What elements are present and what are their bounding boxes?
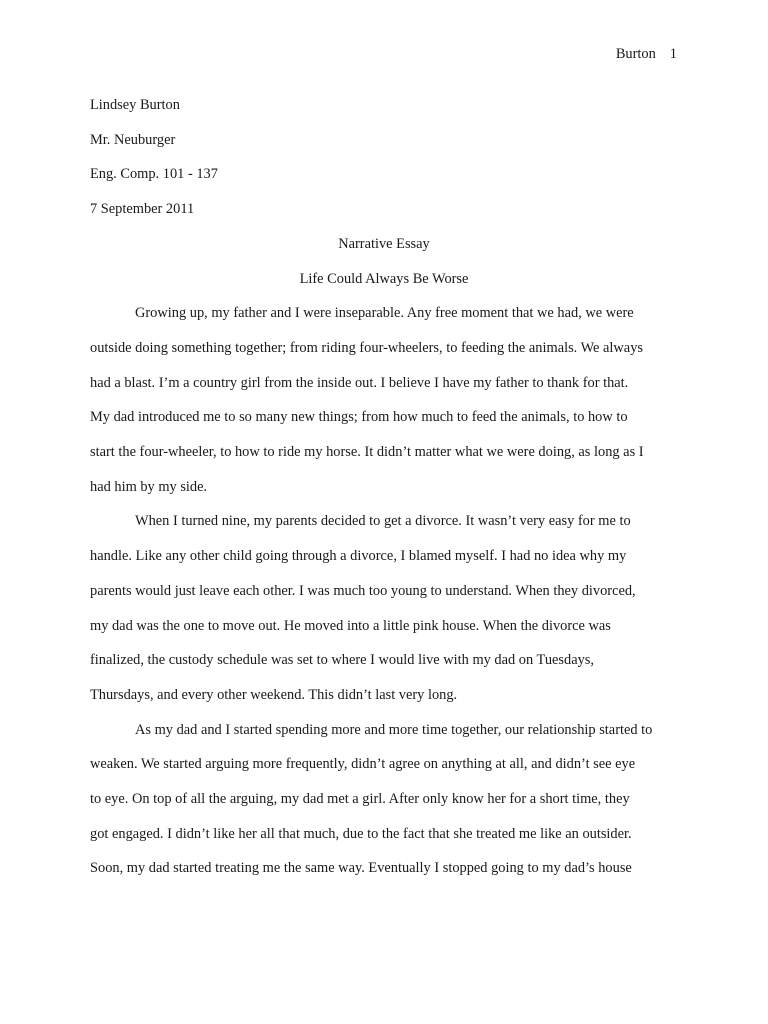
paragraph-line: When I turned nine, my parents decided to get a divorce. It wasn’t very easy for me to: [135, 513, 631, 530]
student-name: Lindsey Burton: [90, 97, 180, 113]
header-surname: Burton: [615, 46, 656, 62]
essay-type: Narrative Essay: [338, 235, 430, 252]
essay-date: 7 September 2011: [90, 201, 195, 218]
essay-body: [90, 88, 678, 886]
paragraph-line: Growing up, my father and I were inseparable. Any free moment that we had, we were: [135, 305, 634, 322]
paragraph-line: finalized, the custody schedule was set to where I would live with my dad on Tuesdays,: [90, 652, 594, 669]
paragraph-line: to eye. On top of all the arguing, my dad met a girl. After only know her for a short time, they: [90, 791, 630, 808]
course-name: Eng. Comp. 101 - 137: [90, 166, 218, 183]
paragraph-line: weaken. We started arguing more frequently, didn’t agree on anything at all, and didn’t see eye: [90, 756, 636, 773]
paragraph-line: My dad introduced me to so many new things; from how much to feed the animals, to how to: [90, 409, 628, 426]
paragraph: [90, 296, 678, 504]
paragraph-line: Soon, my dad started treating me the same way. Eventually I stopped going to my dad’s house: [90, 860, 632, 877]
paragraph-line: handle. Like any other child going through a divorce, I blamed myself. I had no idea why my: [90, 548, 627, 565]
page-number: 1: [669, 46, 677, 62]
paragraph-line: As my dad and I started spending more and more time together, our relationship started to: [135, 721, 653, 738]
paragraph: [90, 713, 678, 887]
paragraph-line: outside doing something together; from riding four-wheelers, to feeding the animals. We always: [90, 339, 643, 356]
paragraph-line: had a blast. I’m a country girl from the inside out. I believe I have my father to thank for that.: [90, 374, 629, 391]
paragraph-line: start the four-wheeler, to how to ride my horse. It didn’t matter what we were doing, as long as I: [90, 444, 644, 461]
paragraph: [90, 504, 678, 712]
paragraph-line: got engaged. I didn’t like her all that much, due to the fact that she treated me like an outsider.: [90, 825, 632, 842]
paragraph-line: parents would just leave each other. I was much too young to understand. When they divorced,: [90, 582, 636, 599]
paragraph-line: my dad was the one to move out. He moved into a little pink house. When the divorce was: [90, 617, 611, 634]
essay-title: Life Could Always Be Worse: [299, 270, 469, 287]
running-header: [616, 44, 677, 64]
instructor-name: Mr. Neuburger: [90, 131, 176, 148]
paragraph-line: had him by my side.: [90, 478, 208, 495]
paragraph-line: Thursdays, and every other weekend. This didn’t last very long.: [90, 686, 458, 703]
